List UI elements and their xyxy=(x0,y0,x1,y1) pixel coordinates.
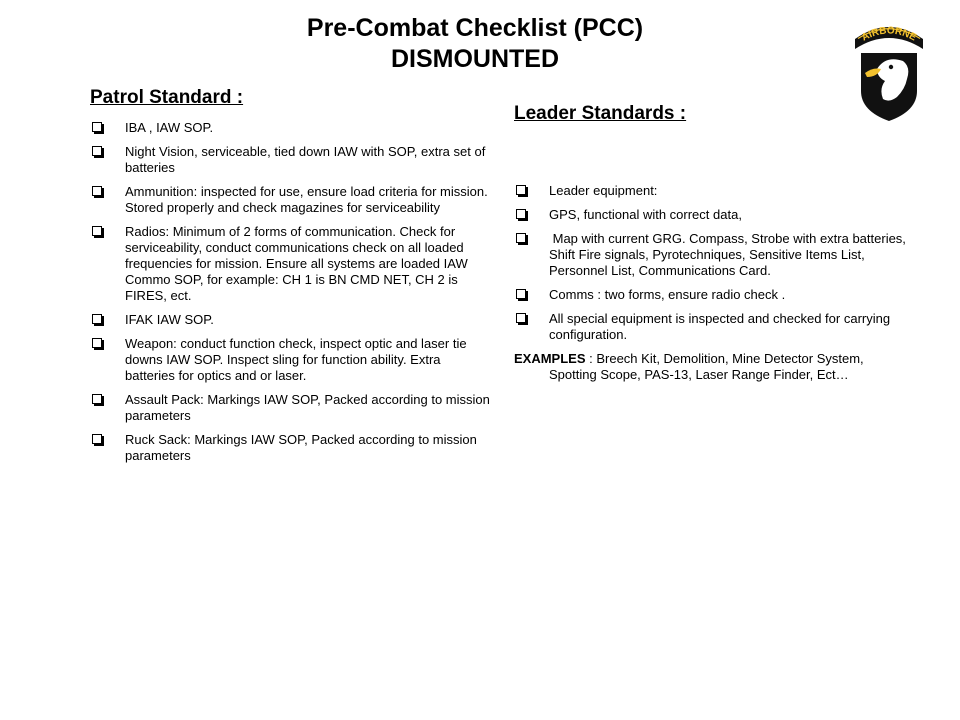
list-item-text: Assault Pack: Markings IAW SOP, Packed according to mission parameters xyxy=(125,392,490,423)
examples-note xyxy=(514,351,909,383)
list-item-text: All special equipment is inspected and checked for carrying configuration. xyxy=(549,311,891,342)
checkbox-icon[interactable] xyxy=(92,338,102,348)
list-item-text: Ruck Sack: Markings IAW SOP, Packed according to mission parameters xyxy=(125,432,477,463)
list-item xyxy=(514,231,909,279)
list-item xyxy=(90,120,490,136)
checkbox-icon[interactable] xyxy=(92,394,102,404)
checkbox-icon[interactable] xyxy=(92,146,102,156)
list-item-text: Map with current GRG. Compass, Strobe with extra batteries, Shift Fire signals, Pyrotechniques, Sensitive Items List, Personnel List, Communications Card. xyxy=(549,231,910,278)
airborne-eagle-patch-icon xyxy=(853,15,925,123)
checkbox-icon[interactable] xyxy=(516,185,526,195)
examples-text: : Breech Kit, Demolition, Mine Detector System, Spotting Scope, PAS-13, Laser Range Finder, Ect… xyxy=(549,351,864,382)
checkbox-icon[interactable] xyxy=(92,186,102,196)
list-item xyxy=(514,287,909,303)
list-item-text: GPS, functional with correct data, xyxy=(549,207,742,222)
list-item-text: IFAK IAW SOP. xyxy=(125,312,214,327)
checkbox-icon[interactable] xyxy=(516,233,526,243)
list-item xyxy=(90,432,490,464)
list-item-text: IBA , IAW SOP. xyxy=(125,120,214,135)
examples-label: EXAMPLES xyxy=(514,351,586,366)
leader-standards-heading: Leader Standards : xyxy=(514,103,687,124)
list-item xyxy=(90,144,490,176)
list-item-text: Comms : two forms, ensure radio check . xyxy=(549,287,786,302)
leader-standards-list xyxy=(514,183,909,383)
checkbox-icon[interactable] xyxy=(92,434,102,444)
patrol-standard-list xyxy=(90,120,490,472)
list-item-text: Leader equipment: xyxy=(549,183,658,198)
page-title: Pre-Combat Checklist (PCC) xyxy=(306,14,644,42)
list-item xyxy=(90,224,490,304)
page-subtitle: DISMOUNTED xyxy=(390,45,560,73)
checkbox-icon[interactable] xyxy=(92,226,102,236)
list-item-text: Radios: Minimum of 2 forms of communication. Check for serviceability, conduct communications check on all loaded frequencies for mission. Ensure all systems are loaded IAW Commo SOP, for example: CH 1 is BN CMD NET, CH 2 is FIRES, ect. xyxy=(125,224,468,303)
list-item-text: Weapon: conduct function check, inspect optic and laser tie downs IAW SOP. Inspect sling for function ability. Extra batteries for optics and or laser. xyxy=(125,336,467,383)
list-item xyxy=(90,312,490,328)
checkbox-icon[interactable] xyxy=(92,122,102,132)
checkbox-icon[interactable] xyxy=(516,209,526,219)
list-item xyxy=(90,336,490,384)
list-item xyxy=(90,184,490,216)
list-item xyxy=(514,207,909,223)
list-item xyxy=(514,183,909,199)
list-item-text: Night Vision, serviceable, tied down IAW with SOP, extra set of batteries xyxy=(125,144,486,175)
checkbox-icon[interactable] xyxy=(516,313,526,323)
checkbox-icon[interactable] xyxy=(92,314,102,324)
patrol-standard-heading: Patrol Standard : xyxy=(90,87,244,108)
list-item-text: Ammunition: inspected for use, ensure load criteria for mission. Stored properly and check magazines for serviceability xyxy=(125,184,488,215)
list-item xyxy=(514,311,909,343)
checkbox-icon[interactable] xyxy=(516,289,526,299)
airborne-tab-text: AIRBORNE xyxy=(860,25,919,44)
list-item xyxy=(90,392,490,424)
